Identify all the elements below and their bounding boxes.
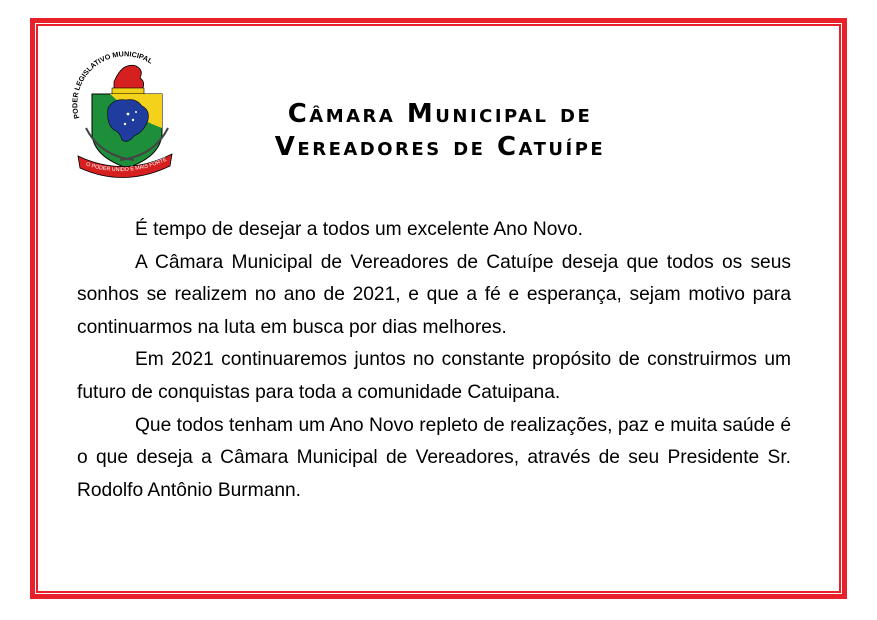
message-body (77, 214, 791, 507)
seal-motto-text: O PODER UNIDO É MAIS FORTE (85, 156, 168, 174)
title-line-1: Câmara Municipal de (287, 99, 593, 129)
paragraph-greeting: É tempo de desejar a todos um excelente Ano Novo. (135, 219, 583, 240)
title-line-2: Vereadores de Catuípe (274, 132, 606, 162)
paragraph-closing: Que todos tenham um Ano Novo repleto de realizações, paz e muita saúde é o que deseja a Câmara Municipal de Vereadores, através de seu Presidente Sr. Rodolfo Antônio Burmann. (77, 414, 791, 501)
paragraph-wishes: A Câmara Municipal de Vereadores de Catuípe deseja que todos os seus sonhos se realizem no ano de 2021, e que a fé e esperança, sejam motivo para continuarmos na luta em busca por dias melhores. (77, 251, 791, 338)
page-title (180, 98, 700, 164)
municipal-seal (70, 48, 178, 184)
seal-arc-text: PODER LEGISLATIVO MUNICIPAL (70, 49, 155, 120)
paragraph-purpose: Em 2021 continuaremos juntos no constante propósito de construirmos um futuro de conquistas para toda a comunidade Catuipana. (77, 349, 791, 403)
seal-emblem-icon (70, 48, 178, 184)
